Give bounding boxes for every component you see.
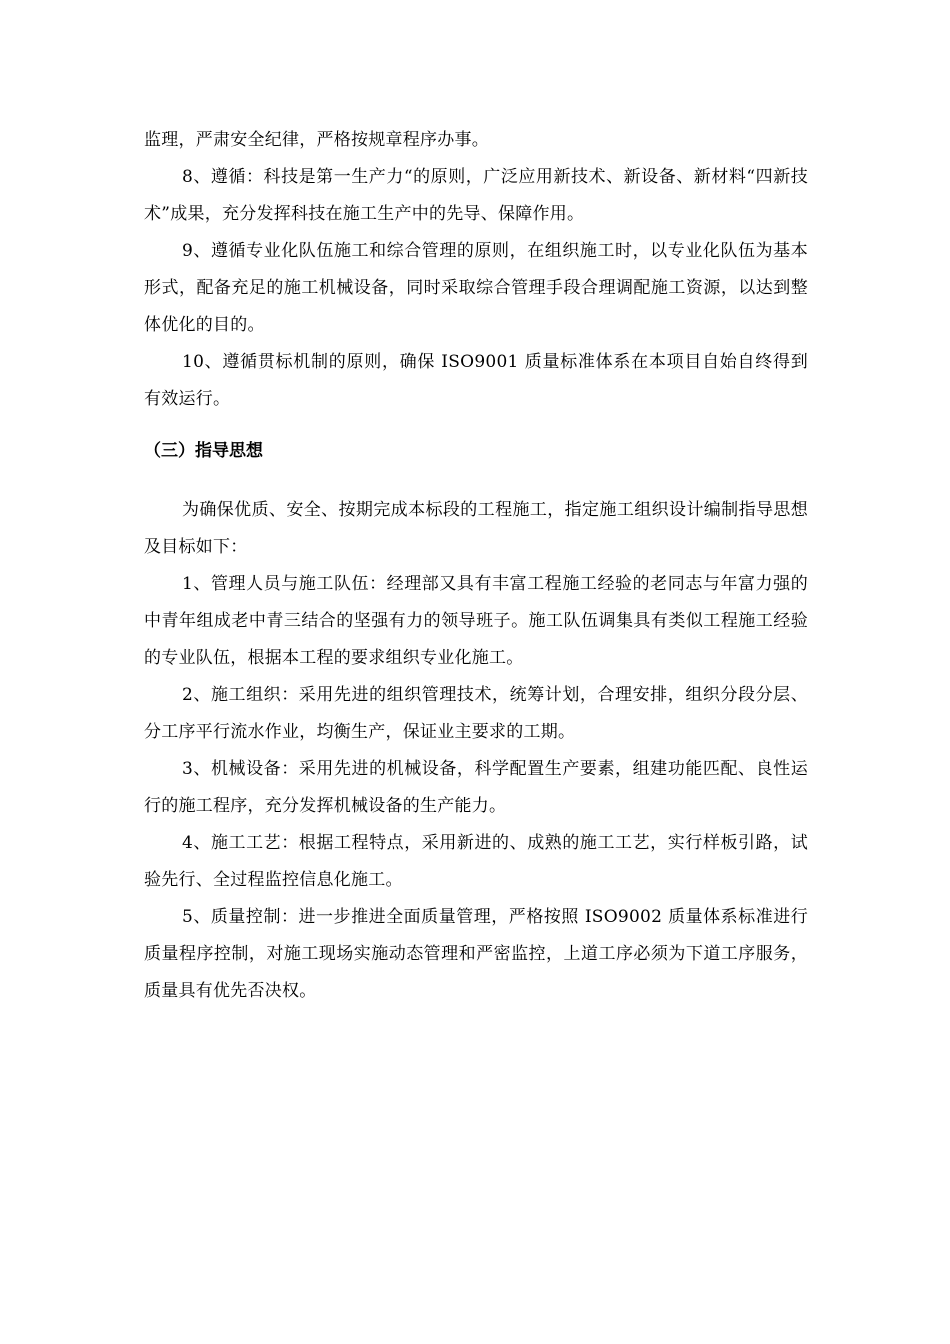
paragraph-item-10: 10、遵循贯标机制的原则，确保 ISO9001 质量标准体系在本项目自始自终得到有效运行。 bbox=[144, 352, 808, 409]
paragraph-guideline-4: 4、施工工艺：根据工程特点，采用新进的、成熟的施工工艺，实行样板引路，试验先行、全过程监控信息化施工。 bbox=[144, 833, 808, 890]
paragraph-item-9: 9、遵循专业化队伍施工和综合管理的原则，在组织施工时，以专业化队伍为基本形式，配备充足的施工机械设备，同时采取综合管理手段合理调配施工资源，以达到整体优化的目的。 bbox=[144, 241, 808, 335]
paragraph-guideline-5: 5、质量控制：进一步推进全面质量管理，严格按照 ISO9002 质量体系标准进行质量程序控制，对施工现场实施动态管理和严密监控，上道工序必须为下道工序服务，质量具有优先否决权。 bbox=[144, 907, 808, 1001]
paragraph-intro: 为确保优质、安全、按期完成本标段的工程施工，指定施工组织设计编制指导思想及目标如下： bbox=[144, 500, 808, 557]
section-heading: （三）指导思想 bbox=[144, 441, 263, 461]
document-body bbox=[144, 122, 808, 1010]
paragraph-continuation: 监理，严肃安全纪律，严格按规章程序办事。 bbox=[144, 130, 489, 150]
paragraph-guideline-1: 1、管理人员与施工队伍：经理部又具有丰富工程施工经验的老同志与年富力强的中青年组成老中青三结合的坚强有力的领导班子。施工队伍调集具有类似工程施工经验的专业队伍，根据本工程的要求组织专业化施工。 bbox=[144, 574, 808, 668]
paragraph-guideline-3: 3、机械设备：采用先进的机械设备，科学配置生产要素，组建功能匹配、良性运行的施工程序，充分发挥机械设备的生产能力。 bbox=[144, 759, 808, 816]
paragraph-item-8: 8、遵循：科技是第一生产力“的原则，广泛应用新技术、新设备、新材料“四新技术”成果，充分发挥科技在施工生产中的先导、保障作用。 bbox=[144, 167, 808, 224]
paragraph-guideline-2: 2、施工组织：采用先进的组织管理技术，统筹计划，合理安排，组织分段分层、分工序平行流水作业，均衡生产，保证业主要求的工期。 bbox=[144, 685, 808, 742]
